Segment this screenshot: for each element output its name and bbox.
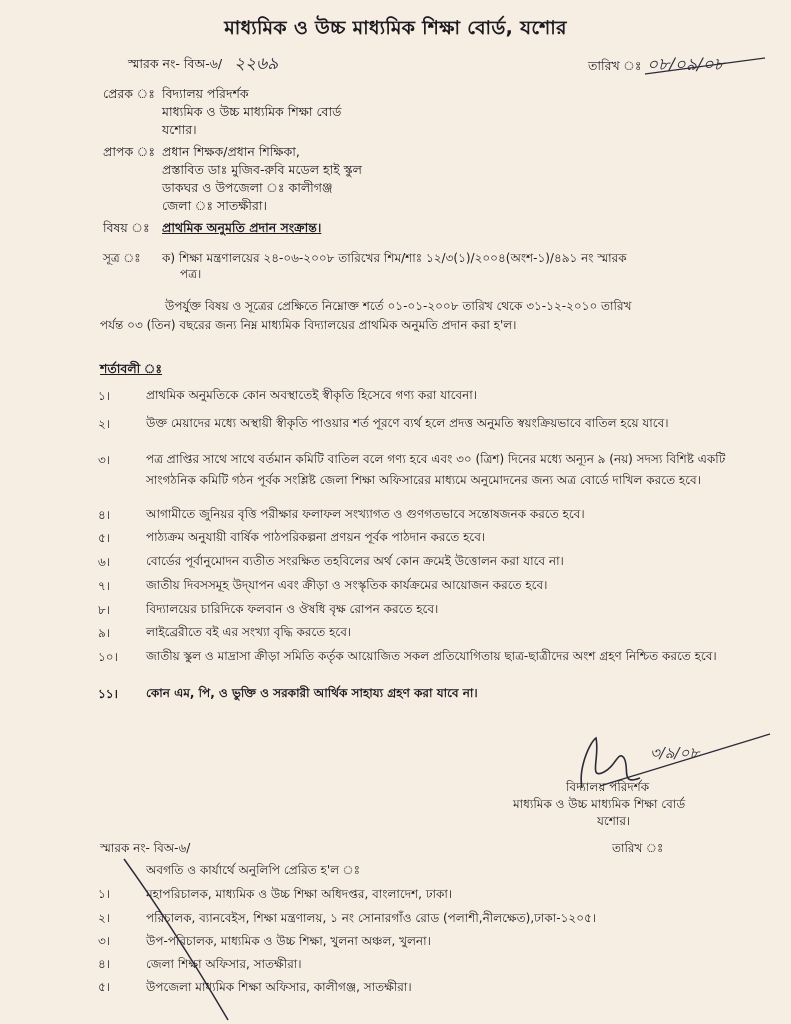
memo-date-handwritten: ০৮/০৯/০৮ <box>647 55 725 75</box>
memo2-number-label: স্মারক নং- বিঅ-৬/ <box>100 841 191 855</box>
condition-text: পত্র প্রাপ্তির সাথে সাথে বর্তমান কমিটি বাতিল বলে গণ্য হবে এবং ৩০ (ত্রিশ) দিনের মধ্যে অন্যূন ৯ (নয়) সদস্য বিশিষ্ট একটি সাংগঠনিক কমিটি গঠন পূর্বক সংশ্লিষ্ট জেলা শিক্ষা অফিসারের মাধ্যমে অনুমোদনের জন্য অত্র বোর্ডে দাখিল করতে হবে। <box>146 452 726 487</box>
reference-line-2: পত্র। <box>180 267 202 281</box>
condition-number: ৪। <box>98 508 111 522</box>
signatory-city: যশোর। <box>597 814 631 828</box>
condition-number: ২। <box>98 417 111 431</box>
conditions-heading: শর্তাবলী ঃ <box>100 361 163 376</box>
date-underline-stroke <box>640 50 770 80</box>
memo-date-label: তারিখ ঃ <box>588 58 642 73</box>
body-line-1: উপর্যুক্ত বিষয় ও সূত্রের প্রেক্ষিতে নিম্নোক্ত শর্তে ০১-০১-২০০৮ তারিখ থেকে ৩১-১২-২০১০ তারিখ <box>165 299 632 313</box>
condition-number: ১১। <box>98 687 118 701</box>
condition-number: ৮। <box>98 603 111 617</box>
copy-number: ৩। <box>98 934 111 948</box>
subject-text: প্রাথমিক অনুমতি প্রদান সংক্রান্ত। <box>162 220 322 235</box>
sender-line-2: মাধ্যমিক ও উচ্চ মাধ্যমিক শিক্ষা বোর্ড <box>162 104 342 119</box>
signature-date-handwritten: ৩/৯/০৮ <box>650 744 700 762</box>
condition-text: উক্ত মেয়াদের মধ্যে অস্থায়ী স্বীকৃতি পাওয়ার শর্ত পূরণে ব্যর্থ হলে প্রদত্ত অনুমতি স্বয়ংক্রিয়ভাবে বাতিল হয়ে যাবে। <box>146 416 669 430</box>
copy-recipient: উপ-পরিচালক, মাধ্যমিক ও উচ্চ শিক্ষা, খুলনা অঞ্চল, খুলনা। <box>146 934 431 948</box>
condition-text: আগামীতে জুনিয়র বৃত্তি পরীক্ষার ফলাফল সংখ্যাগত ও গুণগতভাবে সন্তোষজনক করতে হবে। <box>146 507 585 521</box>
recipient-line-1: প্রধান শিক্ষক/প্রধান শিক্ষিকা, <box>162 144 300 159</box>
condition-number: ১। <box>98 389 111 403</box>
sender-label: প্রেরক ঃ <box>103 86 155 101</box>
recipient-line-4: জেলা ঃ সাতক্ষীরা। <box>162 198 267 213</box>
condition-text: বোর্ডের পূর্বানুমোদন ব্যতীত সংরক্ষিত তহবিলের অর্থ কোন ক্রমেই উত্তোলন করা যাবে না। <box>146 554 564 568</box>
condition-text: প্রাথমিক অনুমতিকে কোন অবস্থাতেই স্বীকৃতি হিসেবে গণ্য করা যাবেনা। <box>146 388 478 402</box>
recipient-label: প্রাপক ঃ <box>103 144 156 159</box>
condition-number: ৯। <box>98 626 111 640</box>
body-line-2: পর্যন্ত ০৩ (তিন) বছরের জন্য নিম্ন মাধ্যমিক বিদ্যালয়ের প্রাথমিক অনুমতি প্রদান করা হ'ল। <box>100 318 517 332</box>
copy-number: ৪। <box>98 957 111 971</box>
copy-intro: অবগতি ও কার্যার্থে অনুলিপি প্রেরিত হ'ল ঃ <box>146 863 361 877</box>
condition-number: ৬। <box>98 555 111 569</box>
condition-number: ১০। <box>98 650 118 664</box>
memo-number-handwritten: ২২৬৯ <box>234 54 279 74</box>
condition-text: লাইব্রেরীতে বই এর সংখ্যা বৃদ্ধি করতে হবে। <box>146 625 352 639</box>
reference-line-1: ক) শিক্ষা মন্ত্রণালয়ের ২৪-০৬-২০০৮ তারিখের শিম/শাঃ ১২/৩(১)/২০০৪(অংশ-১)/৪৯১ নং স্মারক <box>162 251 627 265</box>
copy-recipient: উপজেলা মাধ্যমিক শিক্ষা অফিসার, কালীগঞ্জ, সাতক্ষীরা। <box>146 980 412 994</box>
signatory-title: বিদ্যালয় পরিদর্শক <box>566 780 650 794</box>
condition-number: ৭। <box>98 579 111 593</box>
condition-text: বিদ্যালয়ের চারিদিকে ফলবান ও ঔষধি বৃক্ষ রোপন করতে হবে। <box>146 602 439 616</box>
sender-line-1: বিদ্যালয় পরিদর্শক <box>162 86 249 101</box>
copy-recipient: পরিচালক, ব্যানবেইস, শিক্ষা মন্ত্রণালয়, ১ নং সোনারগাঁও রোড (পলাশী,নীলক্ষেত),ঢাকা-১২০৫। <box>146 911 597 925</box>
subject-label: বিষয় ঃ <box>103 220 150 235</box>
copy-recipient: মহাপরিচালক, মাধ্যমিক ও উচ্চ শিক্ষা অধিদপ্তর, বাংলাদেশ, ঢাকা। <box>146 887 453 901</box>
copy-recipient: জেলা শিক্ষা অফিসার, সাতক্ষীরা। <box>146 957 302 971</box>
reference-label: সূত্র ঃ <box>103 251 141 265</box>
condition-text: জাতীয় দিবসসমূহ উদ্‌যাপন এবং ক্রীড়া ও সংস্কৃতিক কার্যক্রমের আয়োজন করতে হবে। <box>146 578 548 592</box>
pen-stroke <box>120 855 250 1024</box>
copy-number: ১। <box>98 887 111 901</box>
condition-text: পাঠ্যক্রম অনুযায়ী বার্ষিক পাঠপরিকল্পনা প্রণয়ন পূর্বক পাঠদান করতে হবে। <box>146 530 486 544</box>
signatory-board: মাধ্যমিক ও উচ্চ মাধ্যমিক শিক্ষা বোর্ড <box>513 797 686 811</box>
memo-number-label: স্মারক নং- বিঅ-৬/ <box>128 56 223 71</box>
condition-text: জাতীয় স্কুল ও মাদ্রাসা ক্রীড়া সমিতি কর্তৃক আয়োজিত সকল প্রতিযোগিতায় ছাত্র-ছাত্রীদের অংশ গ্রহণ নিশ্চিত করতে হবে। <box>146 649 717 663</box>
recipient-line-3: ডাকঘর ও উপজেলা ঃ কালীগঞ্জ <box>162 180 333 195</box>
condition-number: ৫। <box>98 531 111 545</box>
recipient-line-2: প্রস্তাবিত ডাঃ মুজিব-রুবি মডেল হাই স্কুল <box>162 162 362 177</box>
memo2-date-label: তারিখ ঃ <box>612 841 664 855</box>
condition-number: ৩। <box>98 453 111 467</box>
sender-line-3: যশোর। <box>162 122 197 137</box>
copy-number: ২। <box>98 911 111 925</box>
letterhead-title: মাধ্যমিক ও উচ্চ মাধ্যমিক শিক্ষা বোর্ড, যশোর <box>224 17 567 39</box>
condition-text: কোন এম, পি, ও ভুক্তি ও সরকারী আর্থিক সাহায্য গ্রহণ করা যাবে না। <box>146 686 478 700</box>
copy-number: ৫। <box>98 980 111 994</box>
